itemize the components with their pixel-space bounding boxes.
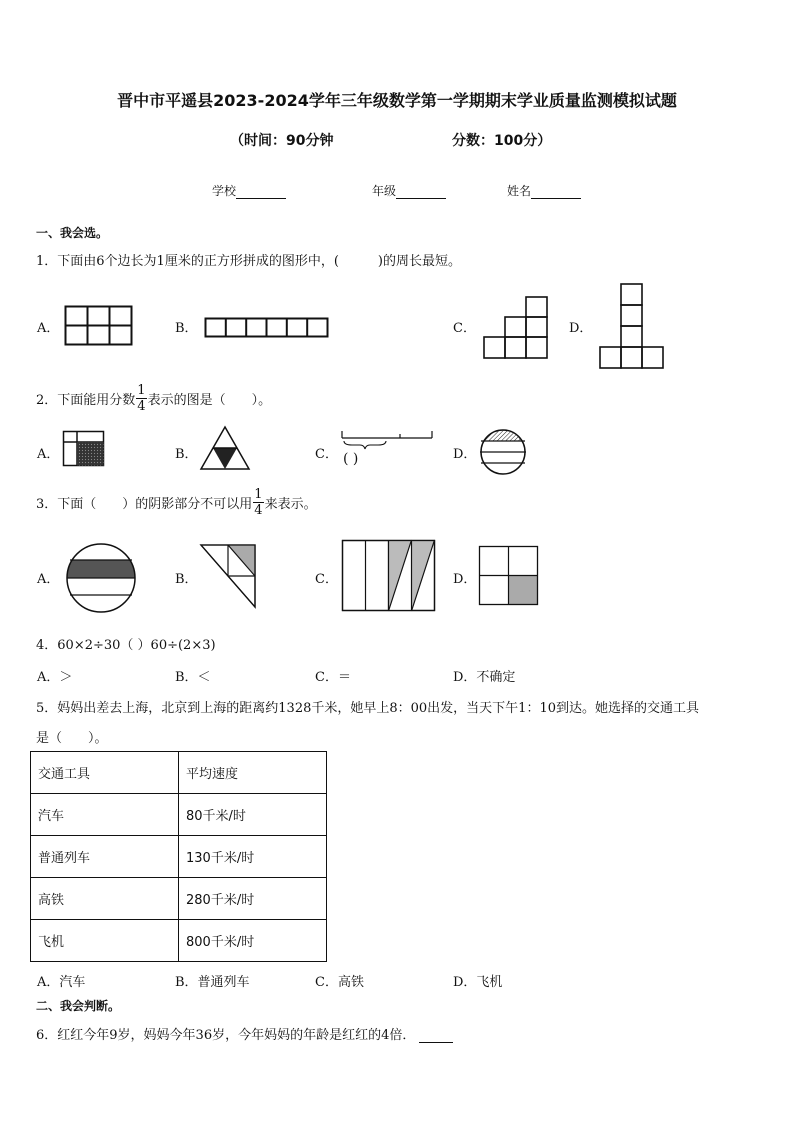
q5-option-a[interactable]: A．汽车 [37,975,86,990]
q1-figure-c [484,296,548,360]
q2-label-d: D． [453,447,477,462]
table-cell: 高铁 [31,878,179,920]
exam-time: （时间：90分钟 [230,133,334,149]
q5-option-c[interactable]: C．高铁 [315,975,364,990]
q2-frac-denominator: 4 [137,398,146,414]
q4-option-c[interactable]: C．＝ [315,670,351,685]
q3-figure-d [479,546,539,606]
q1-label-b: B． [175,321,198,336]
question-3-text [36,484,317,520]
school-field[interactable] [212,182,286,199]
question-2-text [36,380,271,416]
table-row [31,794,327,836]
q3-suffix: 来表示。 [264,496,317,512]
q3-figure-c [342,540,436,612]
table-cell: 80千米/时 [179,794,327,836]
table-cell: 130千米/时 [179,836,327,878]
q3-prefix: 3．下面（ ）的阴影部分不可以用 [36,496,253,512]
q1-label-d: D． [569,321,593,336]
name-label: 姓名 [507,184,532,198]
q1-label-c: C． [453,321,476,336]
q4-option-d[interactable]: D．不确定 [453,670,516,685]
q5-option-d[interactable]: D．飞机 [453,975,503,990]
q1-label-a: A． [37,321,60,336]
table-cell: 280千米/时 [179,878,327,920]
question-5-text-line1: 5．妈妈出差去上海，北京到上海的距离约1328千米，她早上8：00出发，当天下午1：10到达。她选择的交通工具 [36,701,699,716]
q2-label-c: C． [315,447,338,462]
school-label: 学校 [212,184,237,198]
q6-text: 6．红红今年9岁，妈妈今年36岁，今年妈妈的年龄是红红的4倍． [36,1028,416,1043]
q2-label-b: B． [175,447,198,462]
table-cell: 普通列车 [31,836,179,878]
q6-answer-blank[interactable] [419,1029,453,1043]
q5-option-b[interactable]: B．普通列车 [175,975,250,990]
table-row [31,878,327,920]
q3-label-a: A． [37,572,60,587]
q2-c-blank[interactable]: ( ) [343,451,359,467]
grade-label: 年级 [372,184,397,198]
question-1-text: 1．下面由6个边长为1厘米的正方形拼成的图形中，( )的周长最短。 [36,254,461,269]
q3-figure-b [200,544,256,608]
q2-suffix: 表示的图是（ ）。 [147,392,272,408]
q2-figure-d [479,429,527,475]
q3-frac-denominator: 4 [254,502,263,518]
q3-figure-a [66,543,136,613]
grade-field[interactable] [372,182,446,199]
q1-figure-d [600,283,664,370]
exam-score: 分数：100分） [452,133,552,149]
q3-label-d: D． [453,572,477,587]
table-header-row [31,752,327,794]
q2-frac-numerator: 1 [137,382,146,398]
q2-figure-b [200,426,250,470]
transport-speed-table [30,751,327,962]
question-5-text-line2: 是（ ）。 [36,731,108,746]
table-header-cell: 平均速度 [179,752,327,794]
section-heading-2: 二、我会判断。 [36,999,121,1013]
page-title: 晋中市平遥县2023-2024学年三年级数学第一学期期末学业质量监测模拟试题 [117,91,677,110]
q4-option-a[interactable]: A．＞ [37,670,73,685]
q2-prefix: 2．下面能用分数 [36,392,136,408]
q3-label-c: C． [315,572,338,587]
table-cell: 汽车 [31,794,179,836]
q1-figure-b [205,318,329,338]
q3-fraction [253,487,263,518]
q3-frac-numerator: 1 [254,486,263,502]
table-header-cell: 交通工具 [31,752,179,794]
table-cell: 飞机 [31,920,179,962]
name-field[interactable] [507,182,581,199]
section-heading-1: 一、我会选。 [36,226,109,240]
table-row [31,920,327,962]
q2-figure-a [63,431,105,467]
q2-fraction [136,383,146,414]
question-6-text [36,1024,453,1043]
question-4-text: 4．60×2÷30（ ）60÷(2×3) [36,638,216,653]
q3-label-b: B． [175,572,198,587]
q1-figure-a [65,306,133,346]
q4-option-b[interactable]: B．＜ [175,670,211,685]
table-row [31,836,327,878]
q2-label-a: A． [37,447,60,462]
table-cell: 800千米/时 [179,920,327,962]
